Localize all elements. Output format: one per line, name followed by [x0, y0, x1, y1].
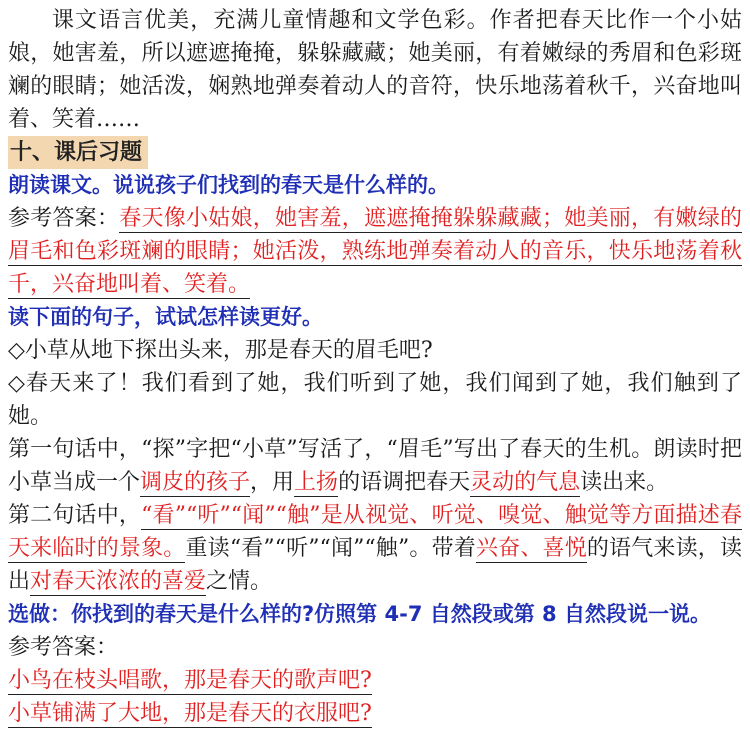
answer-3-line-2-row	[8, 697, 742, 730]
analysis-2-text-d: 之情。	[206, 569, 273, 594]
analysis-1-highlight-b: 上扬	[294, 470, 339, 495]
answer-3-line-1-row	[8, 664, 742, 697]
section-heading: 十、课后习题	[8, 136, 148, 169]
answer-1-text: 春天像小姑娘，她害羞，遮遮掩掩躲躲藏藏；她美丽，有嫩绿的眉毛和色彩斑斓的眼睛；她活泼，熟练地弹奏着动人的音乐，快乐地荡着秋千，兴奋地叫着、笑着。	[8, 206, 742, 297]
analysis-1-text-a: 第一句话中，“探”字把“小草”写活了，“眉毛”写出了春天的生机。朗读时把小草当成一个	[8, 437, 742, 495]
analysis-1-highlight-c: 灵动的气息	[470, 470, 581, 495]
example-sentence-2: ◇春天来了！我们看到了她，我们听到了她，我们闻到了她，我们触到了她。	[8, 371, 742, 429]
answer-1-label: 参考答案：	[8, 206, 120, 231]
question-2: 读下面的句子，试试怎样读更好。	[8, 305, 323, 329]
answer-3-line-1: 小鸟在枝头唱歌，那是春天的歌声吧?	[8, 668, 372, 693]
analysis-2-text-b: 重读“看”“听”“闻”“触”。带着	[185, 536, 476, 561]
analysis-paragraph-1	[8, 433, 742, 499]
question-3: 选做：你找到的春天是什么样的?仿照第 4-7 自然段或第 8 自然段说一说。	[8, 602, 711, 626]
analysis-2-highlight-b: 兴奋、喜悦	[475, 536, 587, 561]
analysis-2-text-a: 第二句话中，	[8, 503, 142, 528]
question-1: 朗读课文。说说孩子们找到的春天是什么样的。	[8, 173, 449, 197]
analysis-2-text-c: 的语气来读，读出	[8, 536, 742, 594]
example-sentence-1: ◇小草从地下探出头来，那是春天的眉毛吧?	[8, 338, 433, 363]
analysis-1-text-c: 的语调把春天	[338, 470, 471, 495]
document-page	[8, 4, 742, 730]
analysis-paragraph-2	[8, 499, 742, 598]
analysis-1-highlight-a: 调皮的孩子	[140, 470, 251, 495]
analysis-2-highlight-c: 对春天浓浓的喜爱	[30, 569, 207, 594]
answer-3-line-2: 小草铺满了大地，那是春天的衣服吧?	[8, 701, 372, 726]
answer-1	[8, 202, 742, 301]
answer-3-label: 参考答案：	[8, 635, 119, 660]
analysis-2-highlight-a: “看”“听”“闻”“触”是从视觉、听觉、嗅觉、触觉等方面描述春天来临时的景象。	[8, 503, 742, 561]
analysis-1-text-d: 读出来。	[580, 470, 669, 495]
intro-paragraph: 课文语言优美，充满儿童情趣和文学色彩。作者把春天比作一个小姑娘，她害羞，所以遮遮掩掩，躲躲藏藏；她美丽，有着嫩绿的秀眉和色彩斑斓的眼睛；她活泼，娴熟地弹奏着动人的音符，快乐地荡着秋千，兴奋地叫着、笑着……	[8, 8, 742, 132]
analysis-1-text-b: ，用	[250, 470, 295, 495]
section-heading-row	[8, 136, 742, 169]
